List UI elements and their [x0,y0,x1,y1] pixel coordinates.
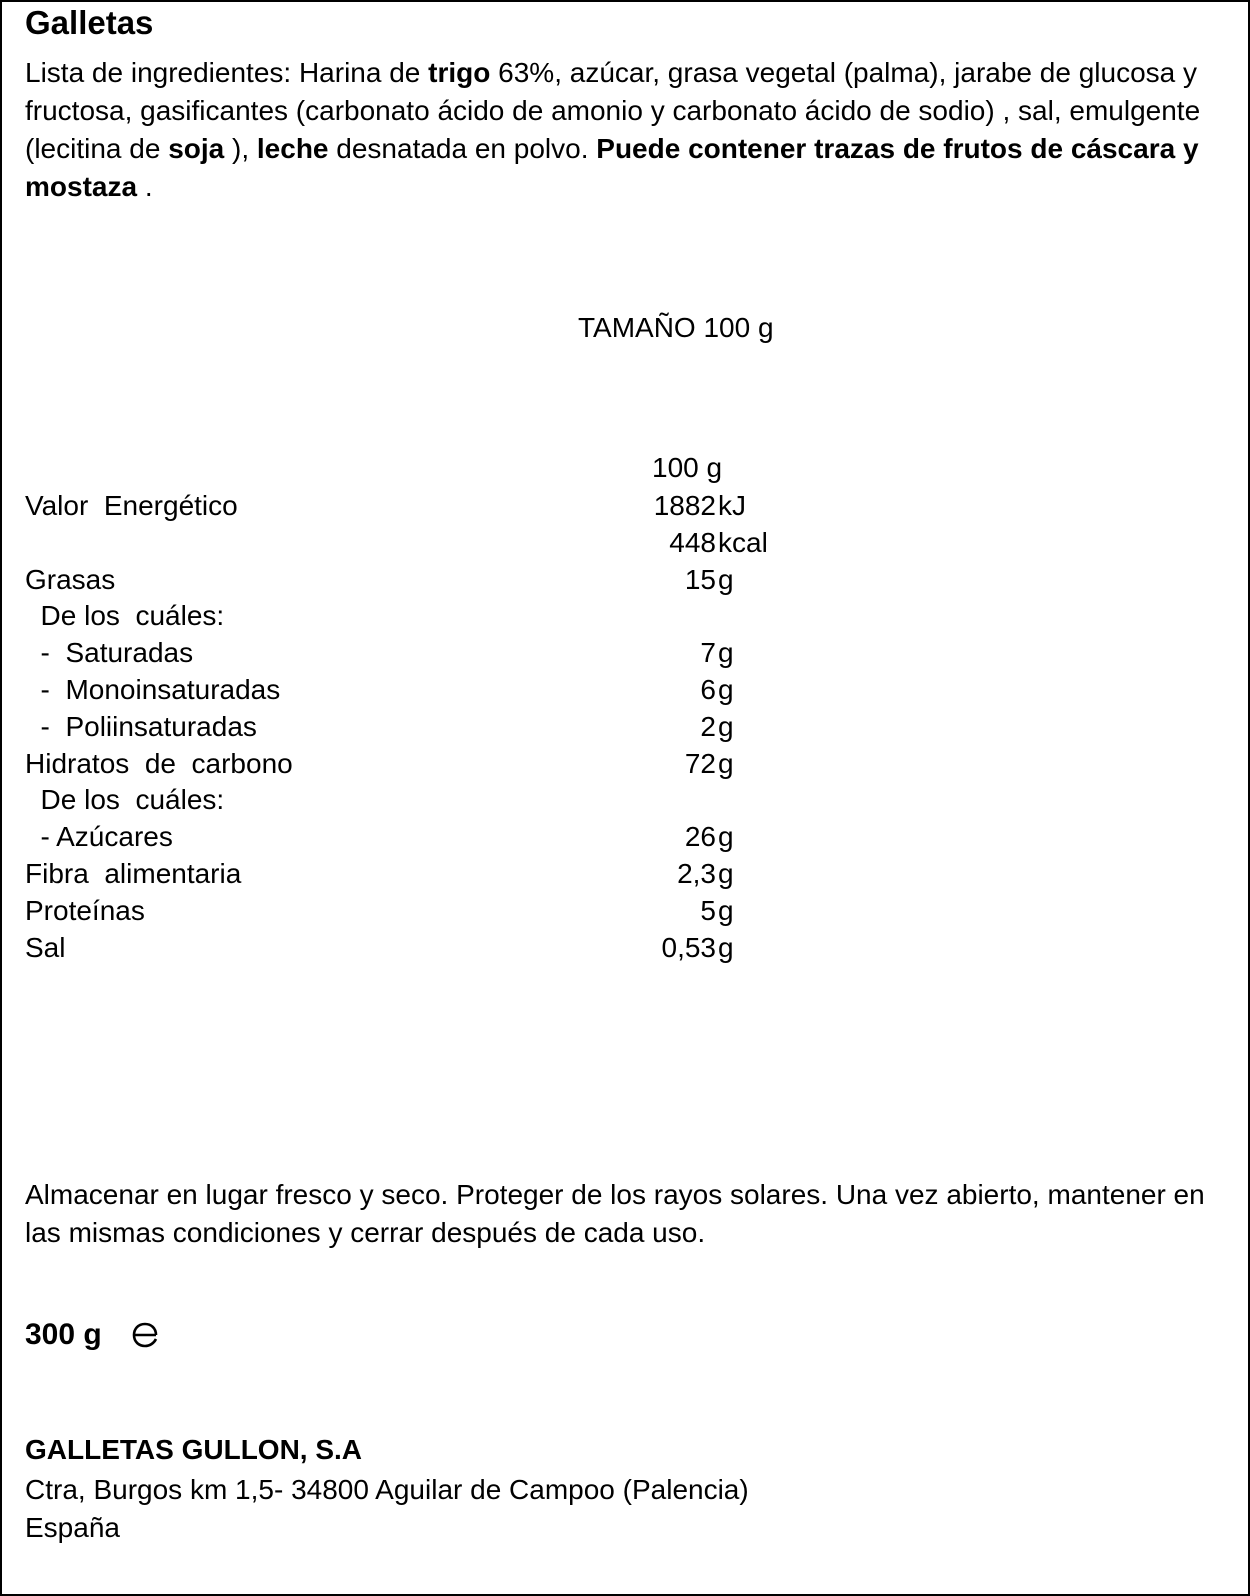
nutrition-column-header: 100 g [652,452,723,483]
ingredient-text: 63%, azúcar, grasa vegetal (palma), jarabe de glucosa y fructosa, gasificantes (carbonato ácido de amonio y carbonato ácido de sodio) , sal, emulgente (lecitina de [25,57,1201,164]
nutrient-unit: g [718,710,734,742]
nutrient-unit: kJ [718,490,746,521]
nutrient-label: Proteínas [25,894,145,926]
net-quantity: 300 g [25,1318,102,1351]
nutrient-label: De los cuáles: [25,600,225,632]
ingredient-text: . [137,171,153,202]
nutrient-value: 2,3 [677,858,716,889]
nutrient-label: - Poliinsaturadas [25,710,257,742]
nutrition-row [0,782,1250,818]
serving-size: TAMAÑO 100 g [578,312,774,343]
nutrient-label: Valor Energético [25,490,238,521]
ingredient-text: ), [224,133,257,164]
nutrition-row [0,598,1250,634]
nutrient-value: 0,53 [661,931,716,963]
nutrient-value: 72 [684,747,716,779]
nutrient-value: 5 [700,894,716,926]
nutrition-row [0,488,1250,524]
nutrient-unit: g [718,563,734,595]
nutrient-label: Fibra alimentaria [25,858,242,889]
nutrition-row [0,672,1250,708]
nutrition-row [0,635,1250,671]
nutrition-row [0,893,1250,929]
nutrient-unit: kcal [718,526,768,558]
nutrient-unit: g [718,637,734,669]
nutrition-row [0,856,1250,892]
ingredient-text: desnatada en polvo. [328,133,597,164]
ingredients-text [25,54,1220,206]
ingredient-allergen: trigo [428,57,491,88]
nutrient-value: 2 [700,710,716,742]
nutrition-row [0,746,1250,782]
nutrient-value: 6 [700,674,716,705]
storage-instructions: Almacenar en lugar fresco y seco. Proteger de los rayos solares. Una vez abierto, mantener en las mismas condiciones y cerrar después de cada uso. [25,1179,1205,1248]
nutrition-row [0,930,1250,966]
nutrient-label: - Monoinsaturadas [25,674,281,705]
nutrient-unit: g [718,674,734,705]
manufacturer-name: GALLETAS GULLON, S.A [25,1434,363,1465]
ingredient-allergen: Puede contener trazas de frutos de cáscara y mostaza [25,133,1199,202]
ingredient-allergen: soja [168,133,225,164]
nutrient-unit: g [718,858,734,889]
nutrition-row [0,819,1250,855]
nutrient-unit: g [718,821,734,853]
nutrient-unit: g [718,931,734,963]
nutrition-row [0,525,1250,561]
nutrient-label: - Saturadas [25,637,194,669]
nutrient-label: Hidratos de carbono [25,747,293,779]
nutrient-label: De los cuáles: [25,784,225,816]
product-title: Galletas [25,4,154,41]
ingredient-allergen: leche [256,133,329,164]
nutrition-row [0,562,1250,598]
nutrient-label: Grasas [25,563,116,595]
estimated-e-icon [130,1320,160,1355]
nutrient-label: Sal [25,931,66,963]
nutrient-value: 15 [684,563,716,595]
nutrient-unit: g [718,894,734,926]
nutrient-label: - Azúcares [25,821,173,853]
nutrient-value: 448 [669,526,716,558]
ingredient-text: Lista de ingredientes: Harina de [25,57,429,88]
nutrient-unit: g [718,747,734,779]
nutrition-row [0,709,1250,745]
nutrient-value: 7 [700,637,716,669]
nutrient-value: 26 [684,821,716,853]
nutrient-value: 1882 [653,490,716,521]
manufacturer-address: Ctra, Burgos km 1,5- 34800 Aguilar de Campoo (Palencia) [25,1474,749,1505]
manufacturer-country: España [25,1512,120,1543]
